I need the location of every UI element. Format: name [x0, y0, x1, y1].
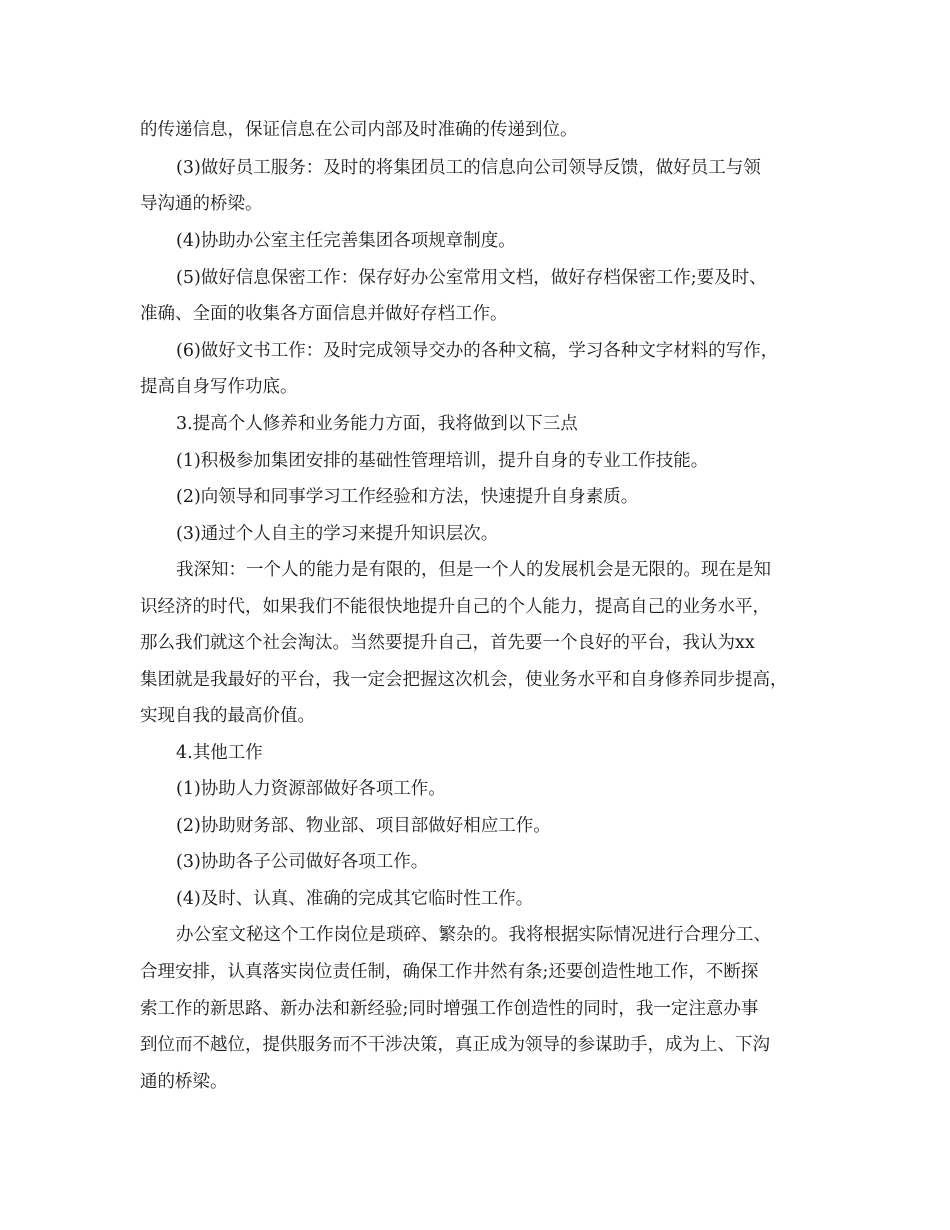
text-line: (1)协助人力资源部做好各项工作。 — [176, 779, 446, 799]
text-line: 提高自身写作功底。 — [140, 377, 298, 397]
text-line: 导沟通的桥梁。 — [140, 194, 263, 214]
text-line: (4)协助办公室主任完善集团各项规章制度。 — [176, 231, 516, 251]
text-line: (1)积极参加集团安排的基础性管理培训，提升自身的专业工作技能。 — [176, 451, 709, 471]
text-line: (2)向领导和同事学习工作经验和方法，快速提升自身素质。 — [176, 487, 639, 507]
text-line: 办公室文秘这个工作岗位是琐碎、繁杂的。我将根据实际情况进行合理分工、 — [176, 925, 771, 945]
text-line: (3)协助各子公司做好各项工作。 — [176, 852, 429, 872]
text-line: 我深知：一个人的能力是有限的，但是一个人的发展机会是无限的。现在是知 — [176, 560, 771, 580]
text-line: (6)做好文书工作：及时完成领导交办的各种文稿，学习各种文字材料的写作， — [176, 341, 779, 361]
text-line: 准确、全面的收集各方面信息并做好存档工作。 — [140, 304, 508, 324]
text-line: (3)通过个人自主的学习来提升知识层次。 — [176, 524, 499, 544]
text-line: 4.其他工作 — [176, 743, 263, 763]
text-line: 索工作的新思路、新办法和新经验;同时增强工作创造性的同时，我一定注意办事 — [140, 999, 759, 1019]
text-line: 通的桥梁。 — [140, 1072, 228, 1092]
text-line: 实现自我的最高价值。 — [140, 706, 315, 726]
text-line: (2)协助财务部、物业部、项目部做好相应工作。 — [176, 816, 551, 836]
text-line: 的传递信息，保证信息在公司内部及时准确的传递到位。 — [140, 120, 578, 140]
text-line: 集团就是我最好的平台，我一定会把握这次机会，使业务水平和自身修养同步提高， — [140, 670, 788, 690]
text-line: 识经济的时代，如果我们不能很快地提升自己的个人能力，提高自己的业务水平， — [140, 597, 770, 617]
text-line: 到位而不越位，提供服务而不干涉决策，真正成为领导的参谋助手，成为上、下沟 — [140, 1035, 770, 1055]
text-line: 那么我们就这个社会淘汰。当然要提升自己，首先要一个良好的平台，我认为xx — [140, 633, 755, 653]
text-line: 3.提高个人修养和业务能力方面，我将做到以下三点 — [176, 414, 578, 434]
text-line: 合理安排，认真落实岗位责任制，确保工作井然有条;还要创造性地工作，不断探 — [140, 962, 759, 982]
text-line: (3)做好员工服务：及时的将集团员工的信息向公司领导反馈，做好员工与领 — [176, 158, 761, 178]
text-line: (4)及时、认真、准确的完成其它临时性工作。 — [176, 889, 534, 909]
text-line: (5)做好信息保密工作：保存好办公室常用文档，做好存档保密工作;要及时、 — [176, 268, 767, 288]
